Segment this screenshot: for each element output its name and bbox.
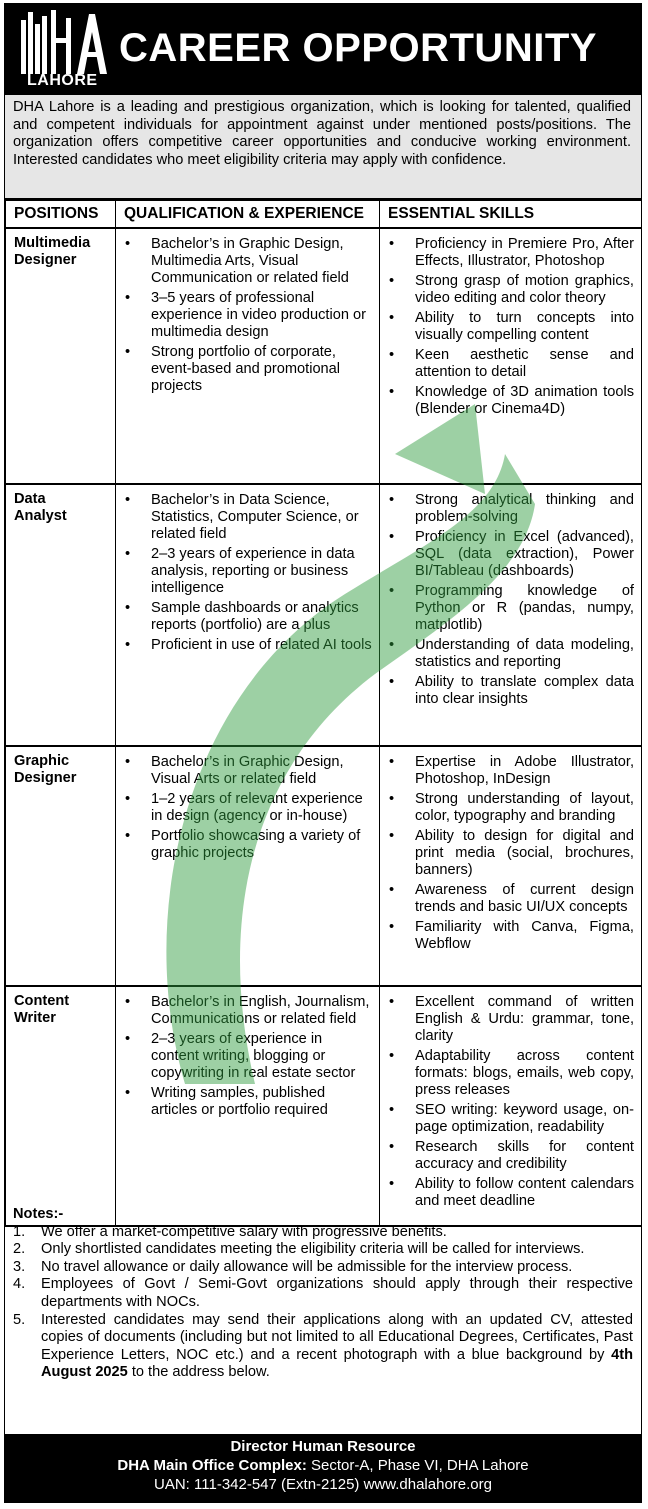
position-cell <box>6 746 116 986</box>
list-item: • Bachelor’s in Data Science, Statistics, Computer Science, or related field <box>117 492 374 543</box>
list-item: • Adaptability across content formats: blogs, emails, web copy, press releases <box>381 1048 636 1099</box>
note-number: 1. <box>13 1223 26 1240</box>
position-cell <box>6 484 116 746</box>
notes-title: Notes:- <box>13 1206 64 1222</box>
list-item: • Familiarity with Canva, Figma, Webflow <box>381 919 636 953</box>
col-header-qualification: QUALIFICATION & EXPERIENCE <box>116 201 380 229</box>
list-item: • Expertise in Adobe Illustrator, Photoshop, InDesign <box>381 754 636 788</box>
dha-logo <box>21 10 107 90</box>
footer-address <box>5 1456 641 1475</box>
list-item: • 2–3 years of experience in content writing, blogging or copywriting in real estate sector <box>117 1031 374 1082</box>
list-item: • Bachelor’s in English, Journalism, Communications or related field <box>117 994 374 1028</box>
position-cell <box>6 986 116 1226</box>
list-item: • 2–3 years of experience in data analysis, reporting or business intelligence <box>117 546 374 597</box>
skills-cell <box>380 228 642 484</box>
list-item: • Understanding of data modeling, statistics and reporting <box>381 637 636 671</box>
list-item: • 3–5 years of professional experience in video production or multimedia design <box>117 290 374 341</box>
note-text: Only shortlisted candidates meeting the eligibility criteria will be called for interviews. <box>41 1241 585 1258</box>
position-name: Multimedia <box>14 235 91 251</box>
logo-subtitle: LAHORE <box>27 72 98 89</box>
table-row <box>6 484 642 746</box>
note-text: Interested candidates may send their applications along with an updated CV, attested copies of documents (including but not limited to all Educational Degrees, Certificates, Past Experience Letters, NOC etc.) and a recent photograph with a blue background by <box>41 1311 633 1363</box>
position-cell <box>6 228 116 484</box>
col-header-skills: ESSENTIAL SKILLS <box>380 201 642 229</box>
note-item <box>13 1312 633 1382</box>
table-row <box>6 228 642 484</box>
col-header-positions: POSITIONS <box>6 201 116 229</box>
list-item: • Strong portfolio of corporate, event-based and promotional projects <box>117 344 374 395</box>
qualification-cell <box>116 746 380 986</box>
list-item: • Bachelor’s in Graphic Design, Visual Arts or related field <box>117 754 374 788</box>
qualification-cell <box>116 986 380 1226</box>
position-name: Analyst <box>14 508 67 524</box>
footer-office-name: DHA Main Office Complex: <box>117 1457 307 1474</box>
list-item: • Portfolio showcasing a variety of graphic projects <box>117 828 374 862</box>
note-item <box>13 1259 633 1277</box>
list-item: • Proficiency in Excel (advanced), SQL (data extraction), Power BI/Tableau (dashboards) <box>381 529 636 580</box>
note-text: No travel allowance or daily allowance will be admissible for the interview process. <box>41 1258 573 1275</box>
footer-addressee: Director Human Resource <box>230 1438 416 1455</box>
list-item: • Strong understanding of layout, color, typography and branding <box>381 791 636 825</box>
list-item: • Bachelor’s in Graphic Design, Multimedia Arts, Visual Communication or related field <box>117 236 374 287</box>
table-row <box>6 746 642 986</box>
footer-contact <box>5 1434 641 1502</box>
list-item: • Strong analytical thinking and problem-solving <box>381 492 636 526</box>
note-number: 2. <box>13 1241 26 1258</box>
advertisement-page <box>4 3 642 1503</box>
table-row <box>6 986 642 1226</box>
note-text: We offer a market-competitive salary with progressive benefits. <box>41 1223 447 1240</box>
note-item <box>13 1224 633 1242</box>
list-item: • Proficient in use of related AI tools <box>117 637 374 654</box>
position-name: Writer <box>14 1010 56 1026</box>
list-item: • Programming knowledge of Python or R (pandas, numpy, matplotlib) <box>381 583 636 634</box>
note-text: Employees of Govt / Semi-Govt organizations should apply through their respective departments with NOCs. <box>41 1276 633 1310</box>
list-item: • Writing samples, published articles or portfolio required <box>117 1085 374 1119</box>
note-number: 3. <box>13 1258 26 1275</box>
list-item: • Ability to follow content calendars and meet deadline <box>381 1176 636 1210</box>
list-item: • Ability to translate complex data into clear insights <box>381 674 636 708</box>
list-item: • Sample dashboards or analytics reports (portfolio) are a plus <box>117 600 374 634</box>
footer-phone-web: UAN: 111-342-547 (Extn-2125) www.dhalahore.org <box>154 1476 492 1493</box>
note-item <box>13 1241 633 1259</box>
dha-logo-skyline-icon <box>21 10 107 74</box>
skills-cell <box>380 484 642 746</box>
note-item <box>13 1276 633 1311</box>
notes-section <box>5 1206 641 1382</box>
position-name: Content <box>14 993 70 1009</box>
list-item: • Excellent command of written English & Urdu: grammar, tone, clarity <box>381 994 636 1045</box>
page-title: CAREER OPPORTUNITY <box>119 26 597 70</box>
footer-office-address: Sector-A, Phase VI, DHA Lahore <box>306 1457 529 1474</box>
list-item: • Strong grasp of motion graphics, video editing and color theory <box>381 273 636 307</box>
list-item: • Research skills for content accuracy and credibility <box>381 1139 636 1173</box>
table-header-row <box>6 201 642 229</box>
list-item: • Proficiency in Premiere Pro, After Effects, Illustrator, Photoshop <box>381 236 636 270</box>
list-item: • Keen aesthetic sense and attention to detail <box>381 347 636 381</box>
position-name: Designer <box>14 252 77 268</box>
application-deadline: 4th August 2025 <box>41 1346 633 1381</box>
note-number: 4. <box>13 1276 26 1293</box>
notes-list <box>13 1224 633 1382</box>
list-item: • Ability to design for digital and print media (social, brochures, banners) <box>381 828 636 879</box>
skills-cell <box>380 986 642 1226</box>
list-item: • SEO writing: keyword usage, on-page optimization, readability <box>381 1102 636 1136</box>
position-name: Data <box>14 491 46 507</box>
list-item: • Ability to turn concepts into visually compelling content <box>381 310 636 344</box>
list-item: • Awareness of current design trends and basic UI/UX concepts <box>381 882 636 916</box>
qualification-cell <box>116 228 380 484</box>
intro-paragraph: DHA Lahore is a leading and prestigious organization, which is looking for talented, qualified and competent individuals for appointment against under mentioned posts/positions. The organization offers competitive career opportunities and conducive working environment. Interested candidates who meet eligibility criteria may apply with confidence. <box>5 94 641 200</box>
qualification-cell <box>116 484 380 746</box>
position-name: Designer <box>14 770 77 786</box>
skills-cell <box>380 746 642 986</box>
note-number: 5. <box>13 1311 26 1328</box>
position-name: Graphic <box>14 753 70 769</box>
header-banner <box>5 4 641 94</box>
positions-table <box>5 200 642 1227</box>
note-text: to the address below. <box>127 1364 270 1381</box>
list-item: • Knowledge of 3D animation tools (Blender or Cinema4D) <box>381 384 636 418</box>
list-item: • 1–2 years of relevant experience in design (agency or in-house) <box>117 791 374 825</box>
